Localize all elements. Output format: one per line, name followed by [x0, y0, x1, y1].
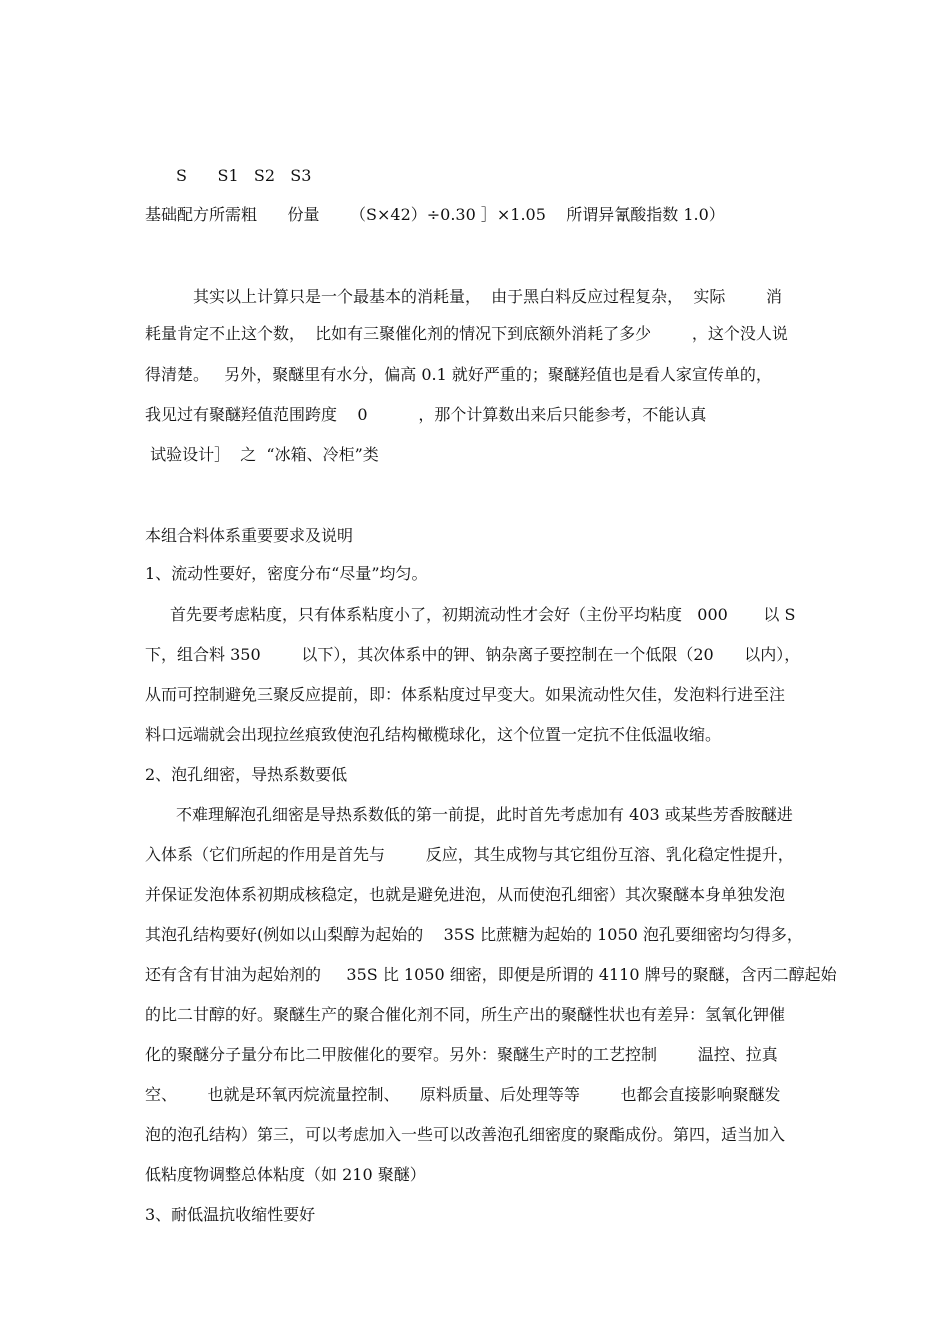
- item2-line-5: 还有含有甘油为起始剂的 35S 比 1050 细密，即便是所谓的 4110 牌号的聚醚，含丙二醇起始: [145, 965, 837, 984]
- item2-line-7: 化的聚醚分子量分布比二甲胺催化的要窄。另外：聚醚生产时的工艺控制 温控、拉真: [145, 1045, 778, 1064]
- item1-line-3: 从而可控制避免三聚反应提前，即：体系粘度过早变大。如果流动性欠佳，发泡料行进至注: [145, 685, 786, 704]
- item2-line-1: 不难理解泡孔细密是导热系数低的第一前提，此时首先考虑加有 403 或某些芳香胺醚进: [176, 805, 793, 824]
- item1-line-4: 料口远端就会出现拉丝痕致使泡孔结构橄榄球化，这个位置一定抗不住低温收缩。: [145, 725, 722, 744]
- para1-line-4: 我见过有聚醚羟值范围跨度 0 ，那个计算数出来后只能参考，不能认真: [145, 405, 707, 424]
- section-title: 本组合料体系重要要求及说明: [145, 526, 354, 545]
- item2-line-9: 泡的泡孔结构）第三，可以考虑加入一些可以改善泡孔细密度的聚酯成份。第四，适当加入: [145, 1125, 786, 1144]
- item2-line-10: 低粘度物调整总体粘度（如 210 聚醚）: [145, 1165, 426, 1184]
- item2-line-4: 其泡孔结构要好(例如以山梨醇为起始的 35S 比蔗糖为起始的 1050 泡孔要细密均匀得多，: [145, 925, 803, 944]
- item1-line-1: 首先要考虑粘度，只有体系粘度小了，初期流动性才会好（主份平均粘度 000 以 S: [170, 605, 796, 624]
- item2-line-6: 的比二甘醇的好。聚醚生产的聚合催化剂不同，所生产出的聚醚性状也有差异：氢氧化钾催: [145, 1005, 786, 1024]
- para1-line-2: 耗量肯定不止这个数， 比如有三聚催化剂的情况下到底额外消耗了多少 ，这个没人说: [145, 324, 788, 343]
- item2-heading: 2、泡孔细密，导热系数要低: [145, 765, 348, 784]
- item1-line-2: 下，组合料 350 以下），其次体系中的钾、钠杂离子要控制在一个低限（20 以内），: [145, 645, 801, 664]
- para1-line-1: 其实以上计算只是一个最基本的消耗量， 由于黑白料反应过程复杂， 实际 消: [193, 287, 783, 306]
- item2-line-3: 并保证发泡体系初期成核稳定，也就是避免进泡，从而使泡孔细密）其次聚醚本身单独发泡: [145, 885, 786, 904]
- item2-line-2: 入体系（它们所起的作用是首先与 反应，其生成物与其它组份互溶、乳化稳定性提升，: [145, 845, 794, 864]
- s-labels: S S1 S2 S3: [176, 166, 312, 185]
- item2-line-8: 空、 也就是环氧丙烷流量控制、 原料质量、后处理等等 也都会直接影响聚醚发: [145, 1085, 781, 1104]
- formula-line: 基础配方所需粗 份量 （S×42）÷0.30 ］×1.05 所谓异氰酸指数 1.0）: [145, 205, 725, 224]
- item3-heading: 3、耐低温抗收缩性要好: [145, 1205, 316, 1224]
- para1-line-5: 试验设计］ 之 “冰箱、冷柜”类: [145, 445, 379, 464]
- para1-line-3: 得清楚。 另外，聚醚里有水分，偏高 0.1 就好严重的；聚醚羟值也是看人家宣传单的，: [145, 365, 772, 384]
- item1-heading: 1、流动性要好，密度分布“尽量”均匀。: [145, 564, 428, 583]
